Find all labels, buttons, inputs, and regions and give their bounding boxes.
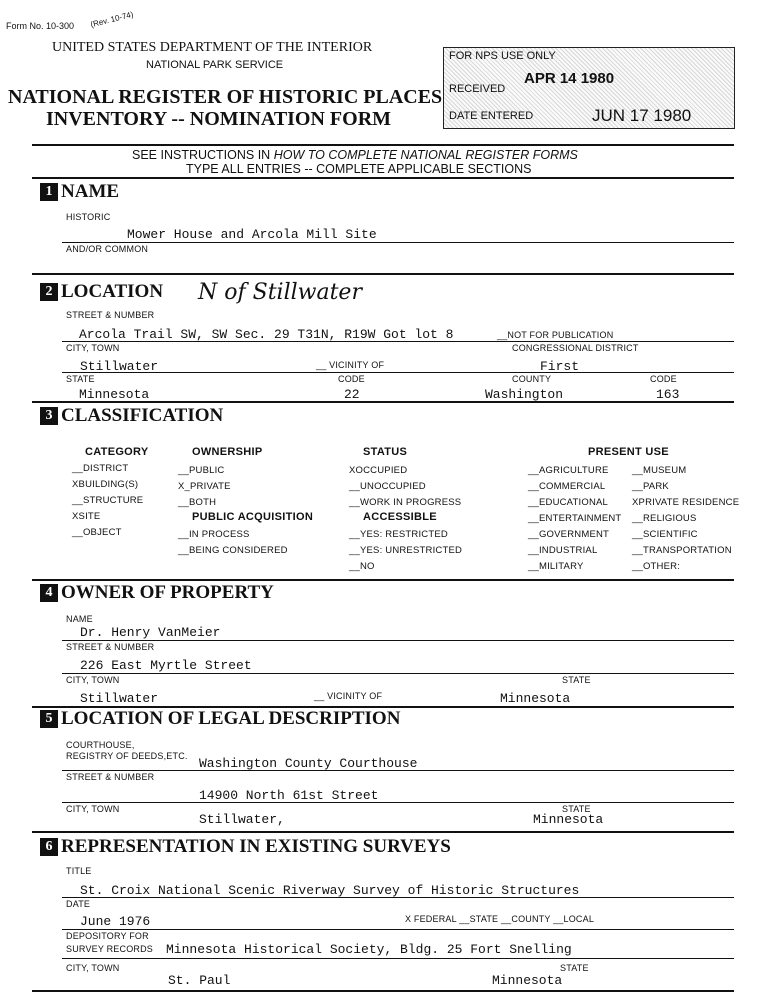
use-industrial: __INDUSTRIAL [528,545,598,556]
field-rule [62,802,734,803]
form-title-line2: INVENTORY -- NOMINATION FORM [46,108,392,130]
section-number: 6 [40,838,58,856]
instructions-emphasis: HOW TO COMPLETE NATIONAL REGISTER FORMS [273,148,578,162]
section-title: LOCATION [61,281,164,302]
form-revision: (Rev. 10-74) [89,9,135,30]
section-1-heading [40,181,119,203]
survey-title-label: TITLE [66,866,92,876]
survey-city: St. Paul [168,973,231,988]
form-number: Form No. 10-300 [6,21,75,31]
courthouse-value: Washington County Courthouse [199,756,418,771]
section-rule [32,579,734,581]
city-label: CITY, TOWN [66,343,120,353]
category-site: XSITE [72,511,101,522]
legal-street-label: STREET & NUMBER [66,772,155,782]
use-scientific: __SCIENTIFIC [632,529,698,540]
survey-state-label: STATE [560,963,589,973]
ownership-public: __PUBLIC [178,465,225,476]
status-work-in-progress: __WORK IN PROGRESS [349,497,462,508]
county-code-value: 163 [656,387,680,402]
instructions-line1 [132,148,578,162]
field-rule [62,242,734,243]
section-title: NAME [61,181,120,202]
survey-levels: X FEDERAL __STATE __COUNTY __LOCAL [405,914,595,924]
section-number: 3 [40,407,58,425]
access-no: __NO [349,561,375,572]
legal-street: 14900 North 61st Street [199,788,379,803]
category-object: __OBJECT [72,527,122,538]
status-heading: STATUS [363,446,408,458]
section-title: CLASSIFICATION [61,405,224,426]
acquisition-heading: PUBLIC ACQUISITION [192,511,314,523]
owner-vicinity: __ VICINITY OF [314,691,383,701]
section-title: LOCATION OF LEGAL DESCRIPTION [61,708,401,729]
access-unrestricted: __YES: UNRESTRICTED [349,545,463,556]
ownership-both: __BOTH [178,497,217,508]
field-rule [62,640,734,641]
state-label: STATE [66,374,95,384]
acquisition-considered: __BEING CONSIDERED [178,545,288,556]
section-rule [32,831,734,833]
legal-state-label: STATE [562,804,591,814]
accessible-heading: ACCESSIBLE [363,511,437,523]
legal-state: Minnesota [533,812,604,827]
section-2-heading [40,281,163,303]
survey-city-label: CITY, TOWN [66,963,120,973]
entered-stamp: JUN 17 1980 [592,106,692,125]
ownership-heading: OWNERSHIP [192,446,263,458]
present-use-heading: PRESENT USE [588,446,669,458]
field-rule [62,372,734,373]
acquisition-in-process: __IN PROCESS [178,529,250,540]
nps-header: FOR NPS USE ONLY [449,50,556,62]
section-number: 2 [40,283,58,301]
use-museum: __MUSEUM [632,465,687,476]
handwritten-annotation: N of Stillwater [198,280,362,305]
section-number: 4 [40,584,58,602]
historic-label: HISTORIC [66,212,111,222]
section-rule [32,401,734,403]
section-rule [32,990,734,992]
header-rule [32,144,734,146]
depository-label: DEPOSITORY FOR [66,931,149,941]
owner-street-label: STREET & NUMBER [66,642,155,652]
owner-name-label: NAME [66,614,93,624]
use-private-residence: XPRIVATE RESIDENCE [632,497,740,508]
owner-city-label: CITY, TOWN [66,675,120,685]
date-entered-label: DATE ENTERED [449,110,534,122]
code-label: CODE [338,374,365,384]
use-commercial: __COMMERCIAL [528,481,606,492]
category-building: XBUILDING(S) [72,479,139,490]
section-3-heading [40,405,223,427]
not-for-publication: __NOT FOR PUBLICATION [497,330,614,340]
section-5-heading [40,708,400,730]
owner-state: Minnesota [500,691,571,706]
county-value: Washington [485,387,564,402]
district-value: First [540,359,580,374]
survey-records-label: SURVEY RECORDS [66,944,153,954]
field-rule [62,897,734,898]
owner-name: Dr. Henry VanMeier [80,625,221,640]
use-park: __PARK [632,481,669,492]
county-code-label: CODE [650,374,677,384]
field-rule [62,770,734,771]
section-number: 1 [40,183,58,201]
survey-date: June 1976 [80,914,151,929]
survey-title: St. Croix National Scenic Riverway Survey of Historic Structures [80,883,580,898]
legal-city: Stillwater, [199,812,285,827]
section-title: OWNER OF PROPERTY [61,582,274,603]
field-rule [62,673,734,674]
congressional-label: CONGRESSIONAL DISTRICT [512,343,639,353]
status-unoccupied: __UNOCCUPIED [349,481,426,492]
field-rule [62,929,734,930]
access-restricted: __YES: RESTRICTED [349,529,448,540]
use-religious: __RELIGIOUS [632,513,697,524]
state-value: Minnesota [79,387,150,402]
use-educational: __EDUCATIONAL [528,497,609,508]
received-label: RECEIVED [449,83,506,95]
county-label: COUNTY [512,374,552,384]
historic-name: Mower House and Arcola Mill Site [127,227,377,242]
field-rule [62,341,734,342]
section-number: 5 [40,710,58,728]
service: NATIONAL PARK SERVICE [146,59,284,71]
department: UNITED STATES DEPARTMENT OF THE INTERIOR [52,40,373,55]
use-other: __OTHER: [632,561,681,572]
code-value: 22 [344,387,360,402]
category-structure: __STRUCTURE [72,495,144,506]
category-heading: CATEGORY [85,446,149,458]
street-label: STREET & NUMBER [66,310,155,320]
use-government: __GOVERNMENT [528,529,610,540]
owner-state-label: STATE [562,675,591,685]
common-label: AND/OR COMMON [66,244,149,254]
courthouse-label: COURTHOUSE, [66,740,135,750]
received-stamp: APR 14 1980 [524,70,615,87]
instructions-pre: SEE INSTRUCTIONS IN [132,148,274,162]
section-rule [32,273,734,275]
depository-value: Minnesota Historical Society, Bldg. 25 Fort Snelling [166,942,572,957]
survey-state: Minnesota [492,973,563,988]
registry-label: REGISTRY OF DEEDS,ETC. [66,751,188,761]
use-agriculture: __AGRICULTURE [528,465,609,476]
use-military: __MILITARY [528,561,584,572]
use-transportation: __TRANSPORTATION [632,545,732,556]
owner-city: Stillwater [80,691,159,706]
instructions-rule [32,177,734,179]
vicinity-label: __ VICINITY OF [316,360,385,370]
instructions-line2: TYPE ALL ENTRIES -- COMPLETE APPLICABLE SECTIONS [186,162,532,176]
street-value: Arcola Trail SW, SW Sec. 29 T31N, R19W Got lot 8 [79,327,454,342]
survey-date-label: DATE [66,899,91,909]
section-title: REPRESENTATION IN EXISTING SURVEYS [61,836,451,857]
ownership-private: X_PRIVATE [178,481,231,492]
section-4-heading [40,582,274,604]
use-entertainment: __ENTERTAINMENT [528,513,622,524]
category-district: __DISTRICT [72,463,129,474]
field-rule [62,958,734,959]
nps-use-box [443,47,735,129]
status-occupied: XOCCUPIED [349,465,408,476]
form-title-line1: NATIONAL REGISTER OF HISTORIC PLACES [8,86,443,108]
legal-city-label: CITY, TOWN [66,804,120,814]
section-6-heading [40,836,451,858]
owner-street: 226 East Myrtle Street [80,658,252,673]
city-value: Stillwater [80,359,159,374]
